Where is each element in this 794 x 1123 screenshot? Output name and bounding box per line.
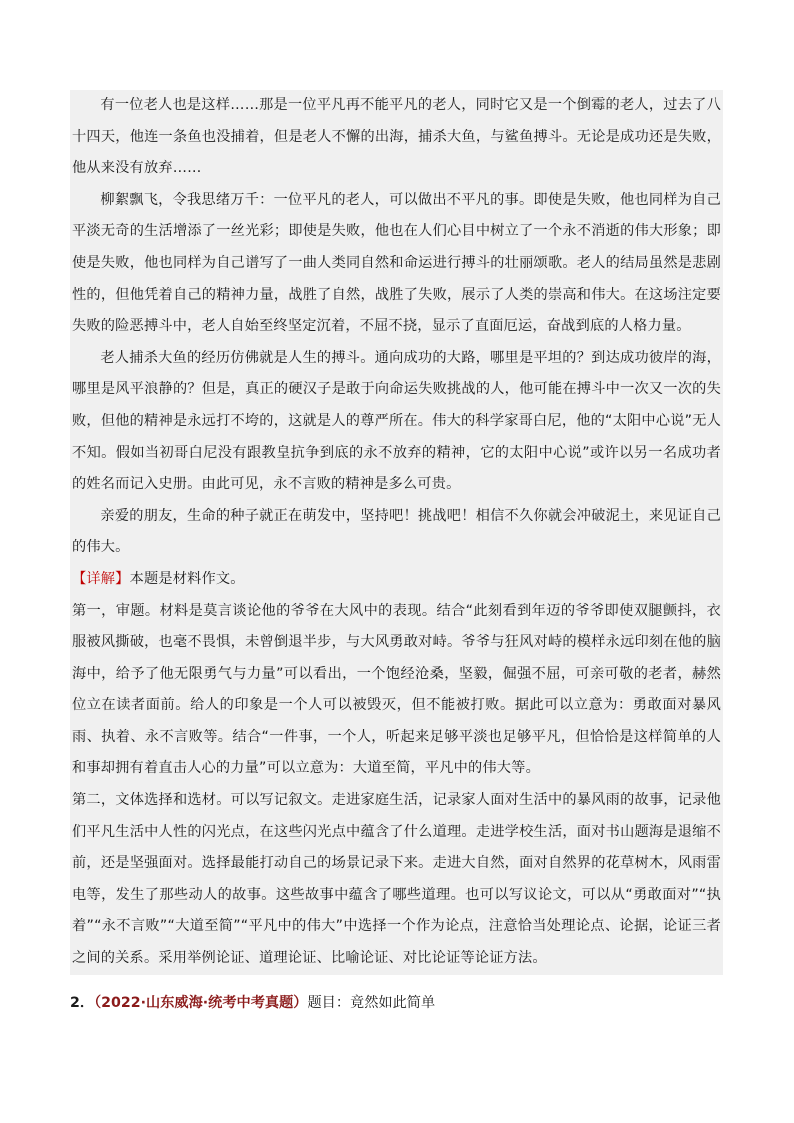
question-number: 2．	[70, 995, 95, 1011]
essay-paragraph-2: 柳絮飘飞，令我思绪万千：一位平凡的老人，可以做出不平凡的事。即使是失败，他也同样为自己平淡无奇的生活增添了一丝光彩；即使是失败，他也在人们心目中树立了一个永不消逝的伟大形象；即使是失败，他也同样为自己谱写了一曲人类同自然和命运进行搏斗的壮丽颂歌。老人的结局虽然是悲剧性的，但他凭着自己的精神力量，战胜了自然，战胜了失败，展示了人类的崇高和伟大。在这场注定要失败的险恶搏斗中，老人自始至终坚定沉着，不屈不挠，显示了直面厄运，奋战到底的人格力量。	[72, 191, 721, 335]
essay-paragraph-4: 亲爱的朋友，生命的种子就正在萌发中，坚持吧！挑战吧！相信不久你就会冲破泥土，来见证自己的伟大。	[72, 507, 721, 556]
essay-paragraph-3: 老人捕杀大鱼的经历仿佛就是人生的搏斗。通向成功的大路，哪里是平坦的？到达成功彼岸的海，哪里是风平浪静的？但是，真正的硬汉子是敢于向命运失败挑战的人，他可能在搏斗中一次又一次的失败，但他的精神是永远打不垮的，这就是人的尊严所在。伟大的科学家哥白尼，他的“太阳中心说”无人不知。假如当初哥白尼没有跟教皇抗争到底的永不放弃的精神，它的太阳中心说”或许以另一名成功者的姓名而记入史册。由此可见，永不言败的精神是多么可贵。	[72, 349, 721, 493]
answer-block	[70, 90, 723, 975]
detail-intro-text: 本题是材料作文。	[129, 570, 245, 587]
essay-paragraph-1: 有一位老人也是这样……那是一位平凡再不能平凡的老人，同时它又是一个倒霉的老人，过去了八十四天，他连一条鱼也没捕着，但是老人不懈的出海，捕杀大鱼，与鲨鱼搏斗。无论是成功还是失败，他从来没有放弃……	[72, 97, 721, 177]
detail-intro	[70, 564, 723, 596]
detail-paragraph-1: 第一，审题。材料是莫言谈论他的爷爷在大风中的表现。结合“此刻看到年迈的爷爷即使双腿颤抖，衣服被风撕破，也毫不畏惧，未曾倒退半步，与大风勇敢对峙。爷爷与狂风对峙的模样永远印刻在他的脑海中，给予了他无限勇气与力量”可以看出，一个饱经沧桑，坚毅，倔强不屈，可亲可敬的老者，赫然位立在读者面前。给人的印象是一个人可以被毁灭，但不能被打败。据此可以立意为：勇敢面对暴风雨、执着、永不言败等。结合“一件事，一个人，听起来足够平淡也足够平凡，但恰恰是这样简单的人和事却拥有着直击人心的力量”可以立意为：大道至简，平凡中的伟大等。	[72, 602, 721, 777]
question-2	[70, 988, 723, 1018]
question-source: （2022·山东威海·统考中考真题）	[94, 995, 308, 1011]
question-title: 题目：竟然如此简单	[307, 995, 436, 1011]
detail-tag: 【详解】	[72, 570, 130, 587]
detail-paragraph-2: 第二，文体选择和选材。可以写记叙文。走进家庭生活，记录家人面对生活中的暴风雨的故事，记录他们平凡生活中人性的闪光点，在这些闪光点中蕴含了什么道理。走进学校生活，面对书山题海是退缩不前，还是坚强面对。选择最能打动自己的场景记录下来。走进大自然，面对自然界的花草树木，风雨雷电等，发生了那些动人的故事。这些故事中蕴含了哪些道理。也可以写议论文，可以从“勇敢面对”“执着”“永不言败”“大道至简”“平凡中的伟大”中选择一个作为论点，注意恰当处理论点、论据，论证三者之间的关系。采用举例论证、道理论证、比喻论证、对比论证等论证方法。	[72, 792, 721, 967]
